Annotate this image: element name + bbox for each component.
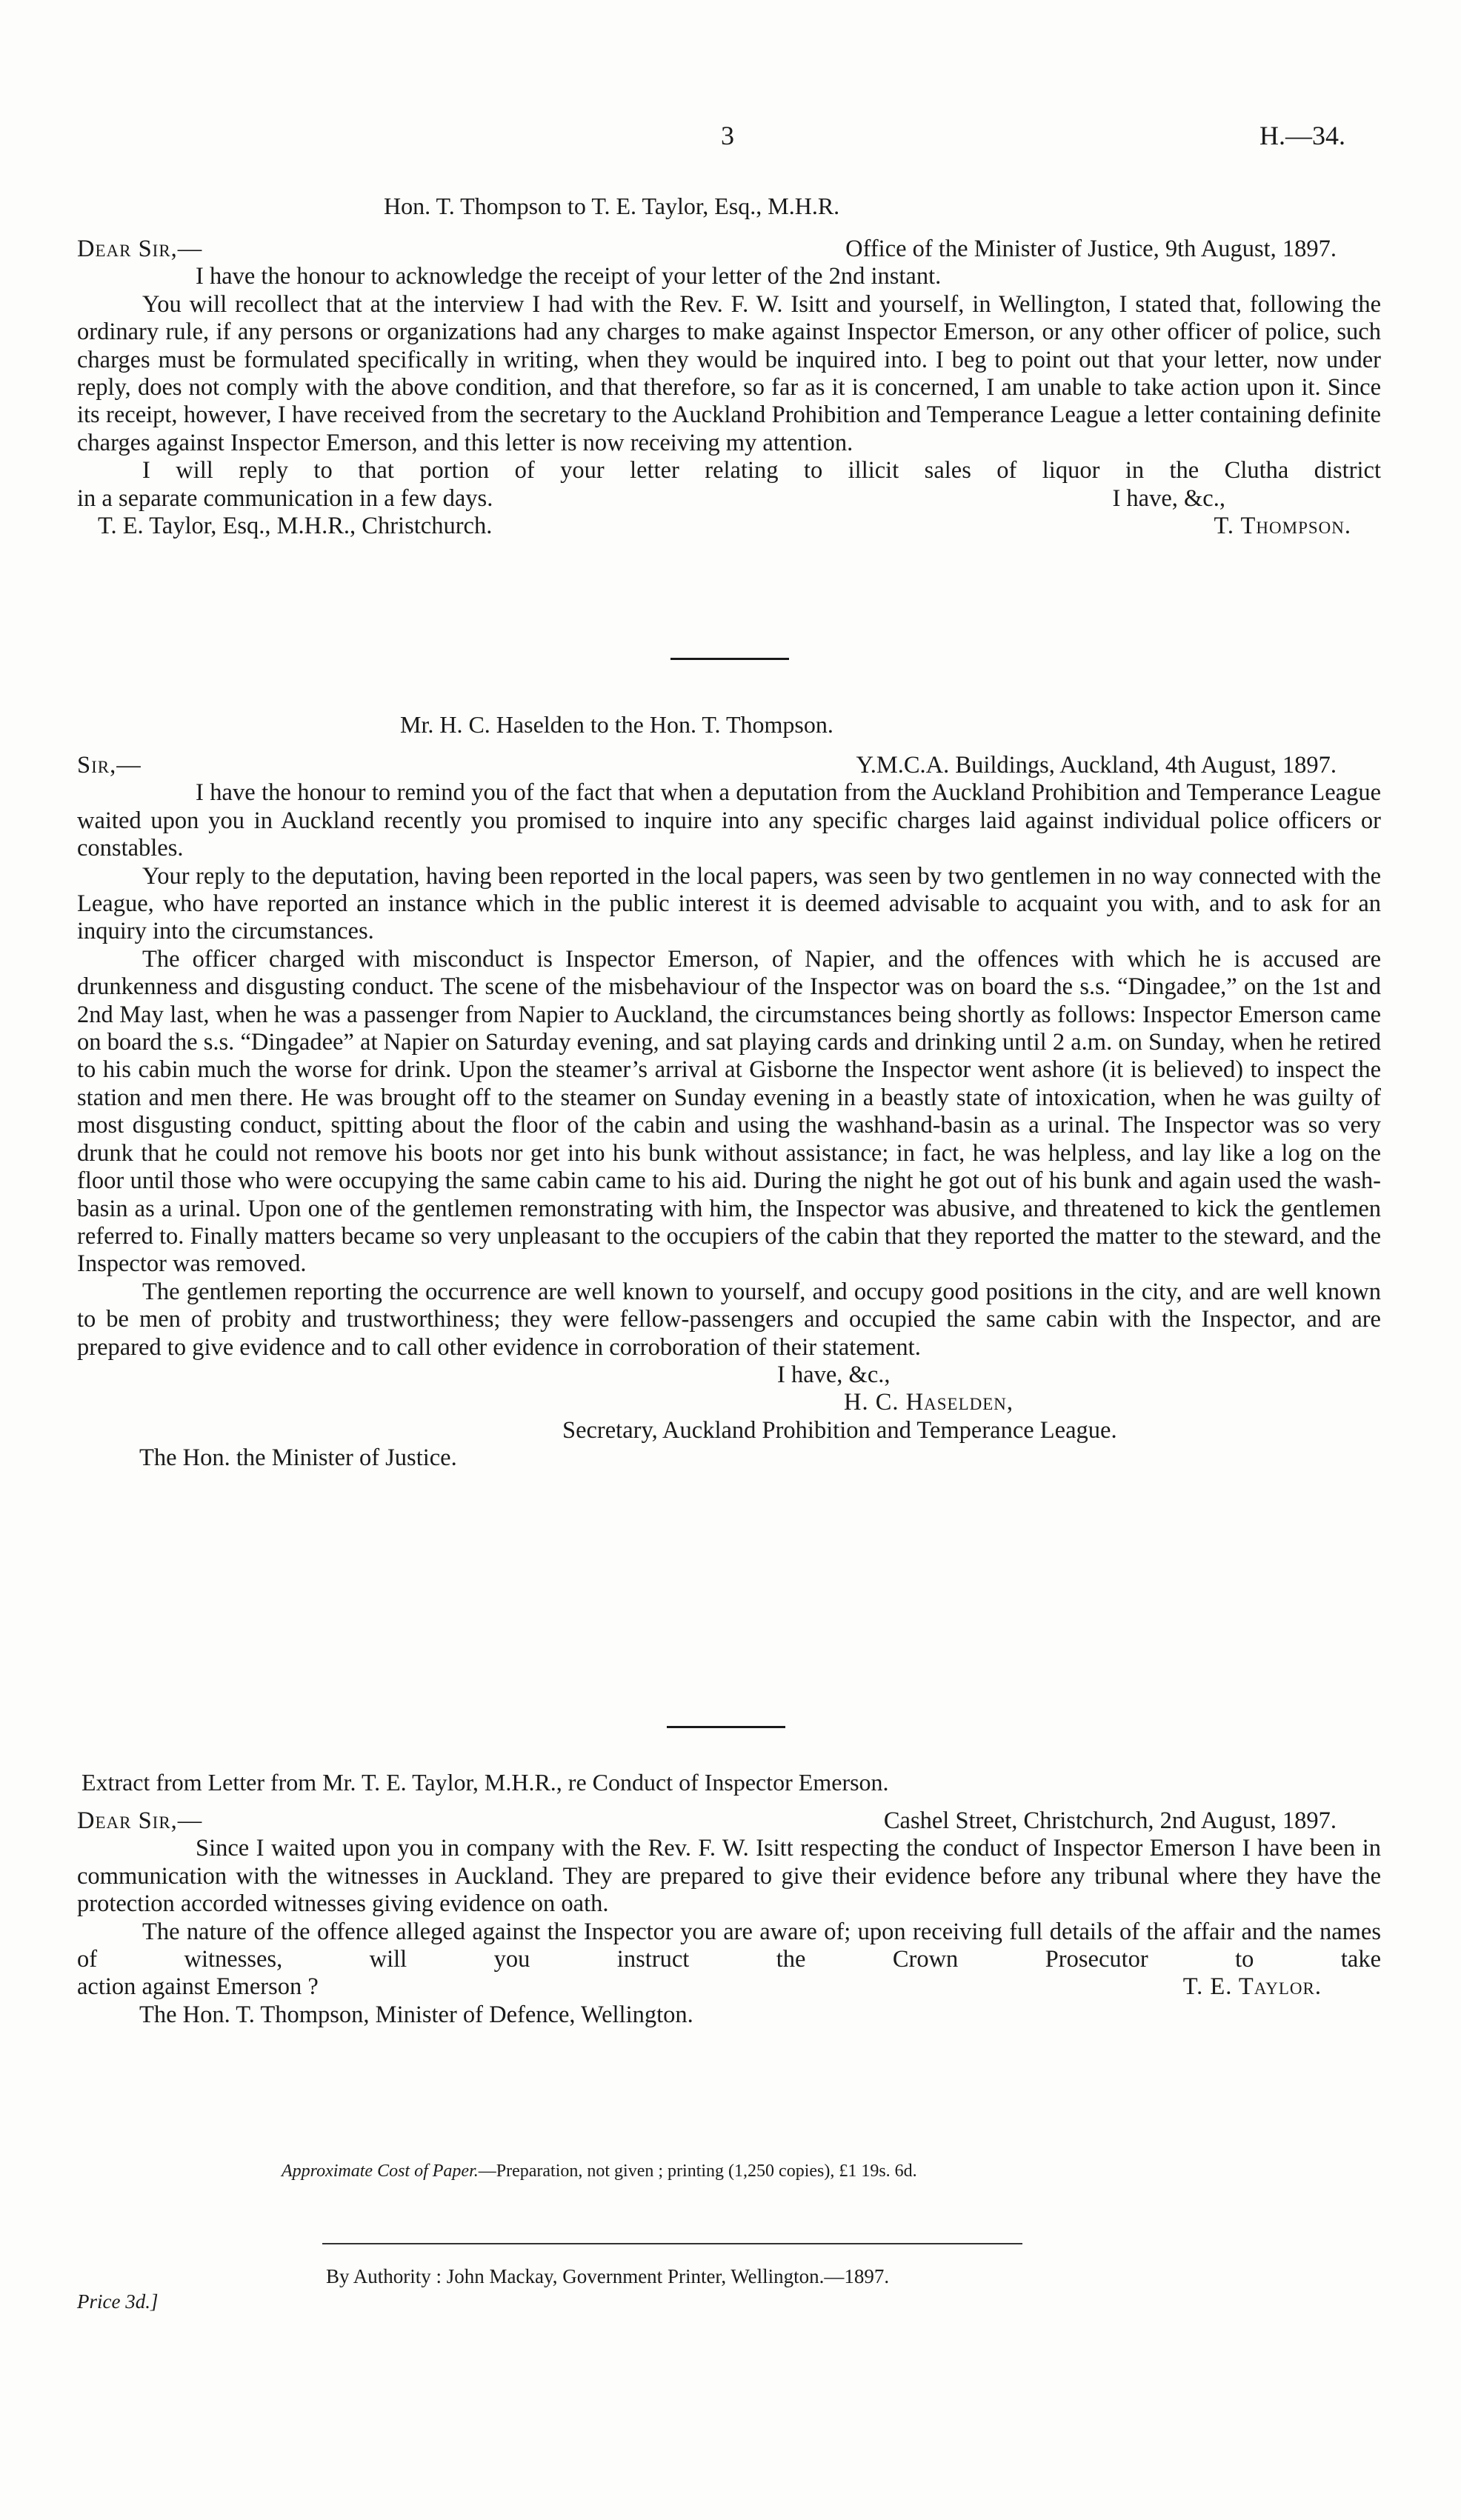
letter1-closing-row [77,485,1381,513]
cost-text: —Preparation, not given ; printing (1,250 copies), £1 19s. 6d. [478,2161,917,2181]
letter3-addressee: The Hon. T. Thompson, Minister of Defence, Wellington. [139,2001,693,2028]
letter3-signature: T. E. Taylor. [1182,1973,1322,2001]
page-number: 3 [721,121,734,150]
letter2-heading-row [77,752,1381,779]
letter2-addressee: The Hon. the Minister of Justice. [139,1444,457,1472]
letter3-paragraph: Since I waited upon you in company with the Rev. F. W. Isitt respecting the conduct of Inspector Emerson I have been in communication with the witnesses in Auckland. They are prepared to give their evidence before any tribunal where they have the protection accorded witnesses giving evidence on oath. [77,1835,1381,1918]
document-reference: H.—34. [1259,121,1345,150]
letter3-heading-row [77,1807,1381,1835]
section-divider [667,1726,785,1728]
letter2-signature: H. C. Haselden, [844,1389,1014,1416]
section-divider [670,658,789,660]
letter3-salutation: Dear Sir,— [77,1807,203,1834]
letter1-closing: I have, &c., [1112,484,1225,512]
letter1-sign-row [77,513,1381,540]
letter2-signature-title: Secretary, Auckland Prohibition and Temperance League. [562,1416,1117,1444]
letter1-last-line: in a separate communication in a few days. [77,484,493,512]
cost-label: Approximate Cost of Paper. [282,2161,479,2181]
letter2-closing: I have, &c., [777,1361,891,1388]
letter2-paragraph: The gentlemen reporting the occurrence are well known to yourself, and occupy good positions in the city, and are well known to be men of probity and trustworthiness; they were fellow-passengers and occupied the same cabin with the Inspector, and are prepared to give evidence and to call other evidence in corroboration of their statement. [77,1278,1381,1361]
letter2-paragraph: The officer charged with misconduct is Inspector Emerson, of Napier, and the offences with which he is accused are drunkenness and disgusting conduct. The scene of the misbehaviour of the Inspector was on board the s.s. “Dingadee,” on the 1st and 2nd May last, when he was a passenger from Napier to Auckland, the circumstances being shortly as follows: Inspector Emerson came on board the s.s. “Dingadee” at Napier on Saturday evening, and sat playing cards and drinking until 2 a.m. on Sunday, when he retired to his cabin much the worse for drink. Upon the steamer’s arrival at Gisborne the Inspector went ashore (it is believed) to inspect the station and men there. He was brought off to the steamer on Sunday evening in a beastly state of intoxication, when he was guilty of most disgusting conduct, spitting about the floor of the cabin and using the washhand-basin as a urinal. The Inspector was so very drunk that he could not remove his boots nor get into his bunk without assistance; in fact, he was helpless, and lay like a log on the floor until those who were occupying the same cabin came to his aid. During the night he got out of his bunk and again used the wash-basin as a urinal. Upon one of the gentlemen remonstrating with him, the Inspector was abusive, and threatened to kick the gentlemen referred to. Finally matters became so very unpleasant to the occupiers of the cabin that they reported the matter to the steward, and the Inspector was removed. [77,945,1381,1278]
letter3-last-line: action against Emerson ? [77,1973,319,2001]
letter1-address: Office of the Minister of Justice, 9th August, 1897. [845,236,1337,262]
letter2-salutation: Sir,— [77,752,142,779]
letter1-signature: T. Thompson. [1214,513,1351,540]
letter3-paragraph: The nature of the offence alleged against the Inspector you are aware of; upon receiving full details of the affair and the names of witnesses, will you instruct the Crown Prosecutor to take [77,1918,1381,1973]
letter2-title: Mr. H. C. Haselden to the Hon. T. Thompson. [400,711,833,738]
letter1-addressee: T. E. Taylor, Esq., M.H.R., Christchurch. [98,513,493,540]
letter2-body [77,752,1381,1473]
letter1-paragraph: You will recollect that at the interview I had with the Rev. F. W. Isitt and yourself, in Wellington, I stated that, following the ordinary rule, if any persons or organizations had any charges to make against Inspector Emerson, or any other officer of police, such charges must be formulated specifically in writing, when they would be inquired into. I beg to point out that your letter, now under reply, does not comply with the above condition, and that therefore, so far as it is concerned, I am unable to take action upon it. Since its receipt, however, I have received from the secretary to the Auckland Prohibition and Temperance League a letter containing definite charges against Inspector Emerson, and this letter is now receiving my attention. [77,290,1381,456]
letter1-title: Hon. T. Thompson to T. E. Taylor, Esq., M.H.R. [384,193,840,219]
printer-authority: By Authority : John Mackay, Government Printer, Wellington.—1897. [326,2265,890,2287]
letter1-salutation: Dear Sir,— [77,236,203,262]
letter2-paragraph: Your reply to the deputation, having been reported in the local papers, was seen by two gentlemen in no way connected with the League, who have reported an instance which in the public interest it is deemed advisable to acquaint you with, and to ask for an inquiry into the circumstances. [77,862,1381,945]
letter3-address: Cashel Street, Christchurch, 2nd August, 1897. [883,1807,1337,1834]
letter3-body [77,1807,1381,2029]
letter1-paragraph: I have the honour to acknowledge the receipt of your letter of the 2nd instant. [196,263,942,290]
letter3-title: Extract from Letter from Mr. T. E. Taylor, M.H.R., re Conduct of Inspector Emerson. [81,1769,889,1796]
letter1-body [77,236,1381,540]
footer-rule [322,2243,1022,2244]
letter1-heading-row [77,236,1381,263]
price: Price 3d.] [77,2290,159,2313]
letter2-paragraph: I have the honour to remind you of the fact that when a deputation from the Auckland Prohibition and Temperance League waited upon you in Auckland recently you promised to inquire into any specific charges laid against individual police officers or constables. [77,779,1381,862]
letter1-paragraph: I will reply to that portion of your letter relating to illicit sales of liquor in the Clutha district [142,457,1381,484]
cost-note [282,2161,917,2181]
letter3-sign-row [77,1973,1381,2001]
letter2-address: Y.M.C.A. Buildings, Auckland, 4th August, 1897. [856,752,1337,779]
